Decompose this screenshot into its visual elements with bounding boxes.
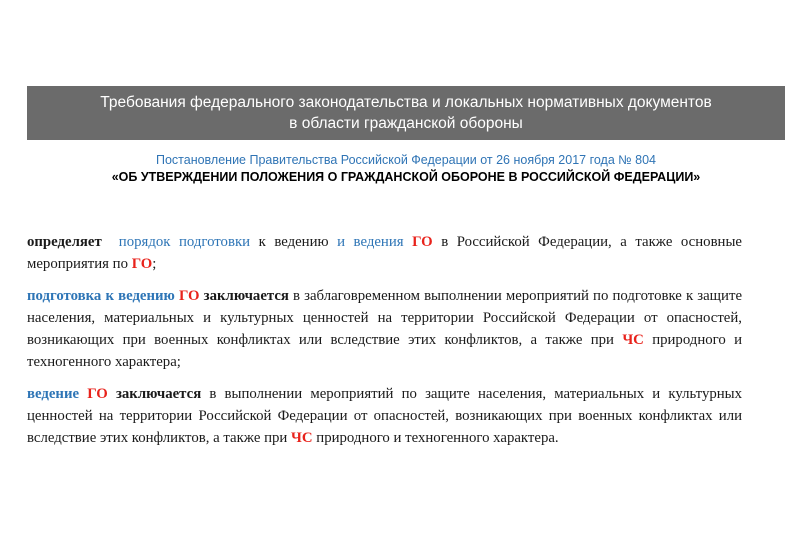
term-conduct: ведение bbox=[27, 386, 80, 402]
slide-title-line2: в области гражданской обороны bbox=[289, 115, 523, 132]
slide-title-bar bbox=[27, 86, 785, 140]
phrase-and-conduct: и ведения bbox=[337, 234, 404, 250]
text: в заблаговременном выполнении мероприятий по подготовке к защите населения, материальных и культурных ценностей на территории Российской Федерации от опасностей, возникающих при военных конфликтах или вследствие этих конфликтов, а также при bbox=[27, 288, 743, 348]
text: в Российской Федерации, а также основные мероприятия по bbox=[27, 234, 742, 272]
abbr-go: ГО bbox=[131, 256, 153, 272]
phrase-preparation-order: порядок подготовки bbox=[118, 234, 251, 250]
text: природного и техногенного характера. bbox=[312, 430, 559, 446]
text bbox=[108, 386, 116, 402]
abbr-chs: ЧС bbox=[291, 430, 313, 446]
term-preparation: подготовка к ведению bbox=[27, 288, 175, 304]
decree-title: «ОБ УТВЕРЖДЕНИИ ПОЛОЖЕНИЯ О ГРАЖДАНСКОЙ ОБОРОНЕ В РОССИЙСКОЙ ФЕДЕРАЦИИ» bbox=[111, 170, 701, 184]
abbr-go: ГО bbox=[178, 288, 200, 304]
text: природного и техногенного характера; bbox=[27, 332, 742, 370]
abbr-chs: ЧС bbox=[622, 332, 644, 348]
text bbox=[404, 234, 413, 250]
text: к ведению bbox=[250, 234, 338, 250]
text: ; bbox=[152, 256, 157, 272]
term-consists: заключается bbox=[115, 386, 202, 402]
abbr-go: ГО bbox=[87, 386, 108, 402]
paragraph-preparation bbox=[27, 285, 742, 373]
slide-title-line1: Требования федерального законодательства и локальных нормативных документов bbox=[100, 94, 712, 111]
text bbox=[79, 386, 87, 402]
paragraph-defines bbox=[27, 231, 742, 275]
decree-reference: Постановление Правительства Российской Федерации от 26 ноября 2017 года № 804 bbox=[155, 153, 656, 167]
body-text bbox=[27, 231, 742, 459]
text: в выполнении мероприятий по защите населения, материальных и культурных ценностей на территории Российской Федерации от опасностей, возникающих при военных конфликтах или вследствие этих конфликтов, а также при bbox=[27, 386, 743, 446]
term-defines: определяет bbox=[27, 234, 102, 250]
term-consists: заключается bbox=[203, 288, 289, 304]
paragraph-conduct bbox=[27, 383, 742, 449]
abbr-go: ГО bbox=[412, 234, 433, 250]
decree-heading bbox=[30, 152, 782, 186]
